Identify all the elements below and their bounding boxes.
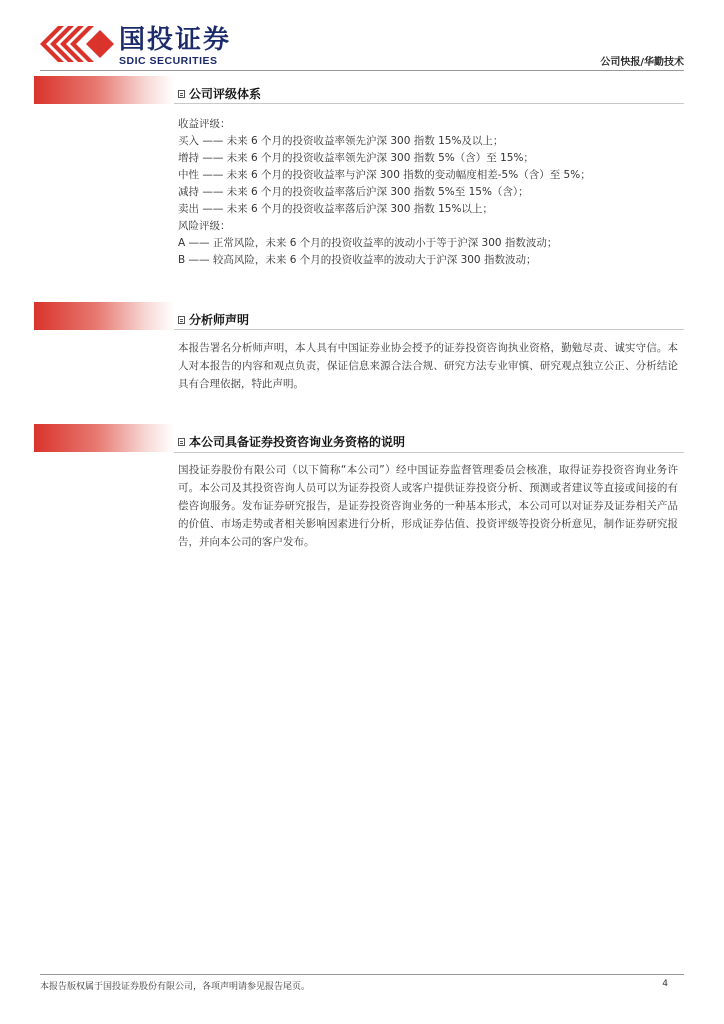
qualification-text: 国投证券股份有限公司（以下简称“本公司”）经中国证券监督管理委员会核准，取得证券投资咨询业务许可。本公司及其投资咨询人员可以为证券投资人或客户提供证券投资分析、预测或者建议等直接或间接的有偿咨询服务。发布证券研究报告，是证券投资咨询业务的一种基本形式，本公司可以对证券及证券相关产品的价值、市场走势或者相关影响因素进行分析，形成证券估值、投资评级等投资分析意见，制作证券研究报告，并向本公司的客户发布。 <box>178 464 678 548</box>
rating-line: 收益评级： <box>178 118 231 130</box>
rating-line: 增持 —— 未来 6 个月的投资收益率领先沪深 300 指数 5%（含）至 15%； <box>178 152 534 164</box>
footer-copyright: 本报告版权属于国投证券股份有限公司，各项声明请参见报告尾页。 <box>40 982 311 992</box>
page-header <box>0 0 724 72</box>
section-accent-bar <box>34 424 174 452</box>
rating-line: 卖出 —— 未来 6 个月的投资收益率落后沪深 300 指数 15%以上； <box>178 203 493 215</box>
section-divider <box>174 452 684 453</box>
analyst-statement-text: 本报告署名分析师声明，本人具有中国证券业协会授予的证券投资咨询执业资格，勤勉尽责、诚实守信。本人对本报告的内容和观点负责，保证信息来源合法合规、研究方法专业审慎、研究观点独立公正、分析结论具有合理依据，特此声明。 <box>178 342 678 390</box>
report-type-tag: 公司快报/华勤技术 <box>600 57 684 68</box>
rating-line: 减持 —— 未来 6 个月的投资收益率落后沪深 300 指数 5%至 15%（含）； <box>178 186 529 198</box>
section-accent-bar <box>34 76 174 104</box>
rating-definitions <box>178 116 591 269</box>
section-title-rating <box>178 87 261 101</box>
section-title-text: 本公司具备证券投资咨询业务资格的说明 <box>189 435 406 449</box>
section-marker-icon <box>178 316 185 324</box>
logo-english-name: SDIC SECURITIES <box>119 55 218 67</box>
section-marker-icon <box>178 438 185 446</box>
rating-line: A —— 正常风险，未来 6 个月的投资收益率的波动小于等于沪深 300 指数波动； <box>178 237 558 249</box>
section-title-analyst <box>178 313 249 327</box>
logo-chinese-name: 国投证券 <box>119 25 232 55</box>
section-title-text: 分析师声明 <box>189 313 250 327</box>
section-marker-icon <box>178 90 185 98</box>
logo-mark-icon <box>40 24 120 64</box>
page-number: 4 <box>662 979 668 989</box>
rating-line: 中性 —— 未来 6 个月的投资收益率与沪深 300 指数的变动幅度相差-5%（含）至 5%； <box>178 169 591 181</box>
footer-divider <box>40 974 684 975</box>
section-accent-bar <box>34 302 174 330</box>
section-title-text: 公司评级体系 <box>189 87 262 101</box>
section-divider <box>174 103 684 104</box>
rating-line: 风险评级： <box>178 220 231 232</box>
rating-line: 买入 —— 未来 6 个月的投资收益率领先沪深 300 指数 15%及以上； <box>178 135 504 147</box>
header-divider <box>40 70 684 71</box>
section-divider <box>174 329 684 330</box>
section-title-qualification <box>178 435 405 449</box>
rating-line: B —— 较高风险，未来 6 个月的投资收益率的波动大于沪深 300 指数波动； <box>178 254 537 266</box>
